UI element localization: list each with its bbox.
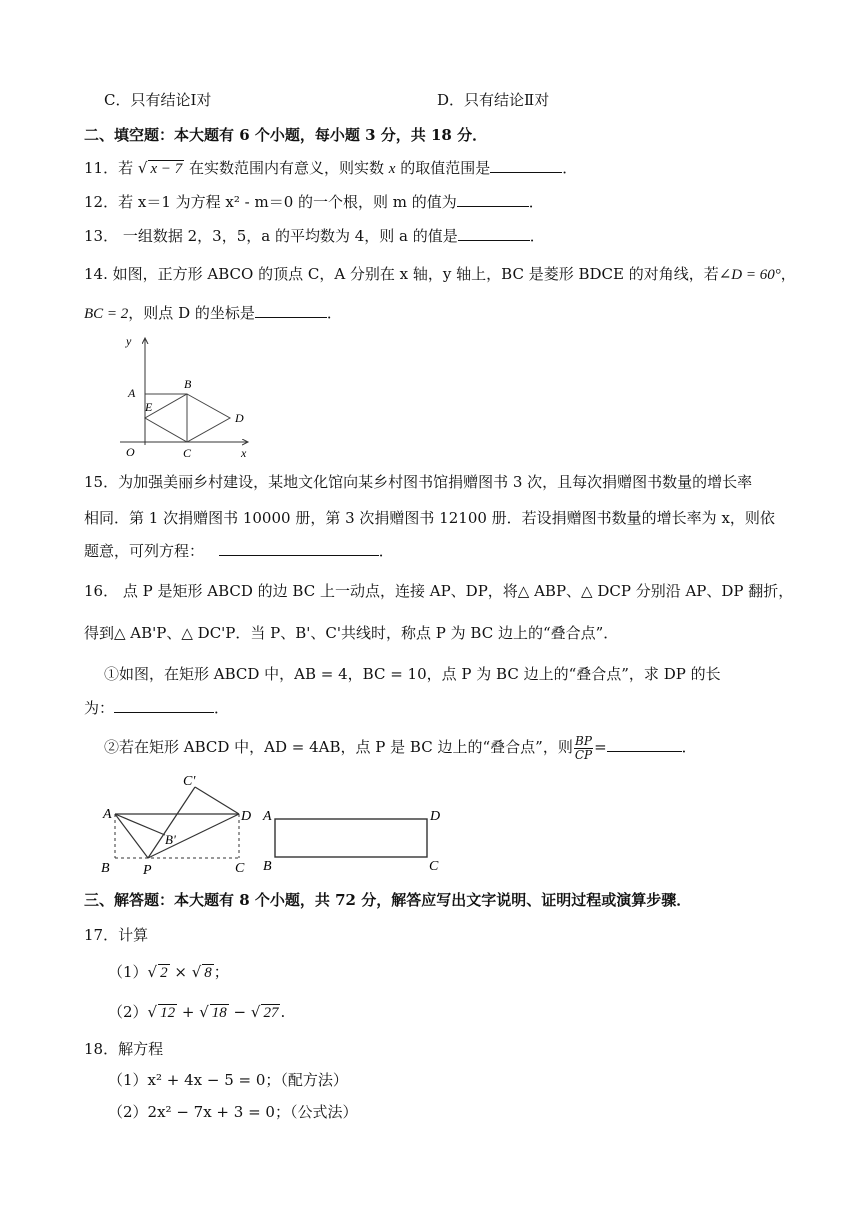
q16-eq: = xyxy=(594,738,607,756)
question-11 xyxy=(84,158,577,179)
fraction-bp-cp xyxy=(574,735,593,762)
sqrt-symbol: √ xyxy=(147,963,158,981)
sqrt-symbol: √ xyxy=(250,1003,261,1021)
frac-numerator: BP xyxy=(575,733,592,748)
label-y: y xyxy=(126,334,132,348)
q17-p1-label: （1） xyxy=(108,963,148,981)
rectangle-abcd xyxy=(275,819,427,857)
q15-line3: 题意，可列方程： xyxy=(84,542,205,560)
question-16-line-1: 16． 点 P 是矩形 ABCD 的边 BC 上一动点，连接 AP、DP，将△ ABP、△ DCP 分别沿 AP、DP 翻折， xyxy=(84,582,794,600)
q14-line1: 14. 如图，正方形 ABCO 的顶点 C，A 分别在 x 轴，y 轴上，BC 是菱形 BDCE 的对角线，若 xyxy=(84,265,719,283)
label-b: B xyxy=(184,377,192,391)
option-d: D．只有结论Ⅱ对 xyxy=(437,91,550,109)
q17-p2-minus: − xyxy=(228,1003,251,1021)
fig2-label-a: A xyxy=(263,809,272,824)
answer-blank-13[interactable] xyxy=(458,226,530,241)
label-a: A xyxy=(128,386,136,400)
question-14-line-2 xyxy=(84,303,342,324)
answer-blank-15[interactable] xyxy=(219,541,379,556)
q17-p1-times: × xyxy=(169,963,192,981)
question-14-line-1 xyxy=(84,264,796,285)
fig1-label-c: C xyxy=(235,861,245,876)
section-heading-fill-in: 二、填空题：本大题有 6 个小题，每小题 3 分，共 18 分． xyxy=(84,126,488,144)
q11-radicand: x − 7 xyxy=(150,161,183,177)
q17-p2-a: 12 xyxy=(160,1005,176,1021)
answer-blank-12[interactable] xyxy=(457,192,529,207)
question-17-part-1 xyxy=(108,962,229,982)
question-16-sub-2 xyxy=(104,732,697,762)
question-18-title: 18．解方程 xyxy=(84,1040,164,1058)
label-d: D xyxy=(235,411,244,425)
answer-blank-16-2[interactable] xyxy=(607,737,682,752)
fig2-label-b: B xyxy=(263,859,272,874)
q17-p1-b: 8 xyxy=(204,965,212,981)
q17-p1-a: 2 xyxy=(160,965,168,981)
fig2-label-c: C xyxy=(429,859,439,874)
question-15-line-2: 相同．第 1 次捐赠图书 10000 册，第 3 次捐赠图书 12100 册．若设捐赠图书数量的增长率为 x，则依 xyxy=(84,509,775,527)
fig1-label-d: D xyxy=(241,809,252,824)
q12-end: ． xyxy=(528,193,544,211)
q16-sub2: ②若在矩形 ABCD 中，AD = 4AB，点 P 是 BC 边上的“叠合点”，则 xyxy=(104,738,573,756)
q14-line2: ，则点 D 的坐标是 xyxy=(128,304,255,322)
question-17-title: 17．计算 xyxy=(84,926,149,944)
question-15-line-3 xyxy=(84,541,394,561)
label-e: E xyxy=(145,400,153,414)
q17-p2-label: （2） xyxy=(108,1003,148,1021)
question-16-line-2: 得到△ AB'P、△ DC'P．当 P、B'、C'共线时，称点 P 为 BC 边上的“叠合点”． xyxy=(84,624,619,642)
question-17-part-2 xyxy=(108,1002,285,1022)
q13-end: ． xyxy=(529,227,545,245)
label-x: x xyxy=(241,446,247,460)
frac-denominator: CP xyxy=(574,747,593,762)
q14-bc: BC = 2 xyxy=(84,306,129,322)
question-16-sub-1b xyxy=(84,698,229,718)
fig2-label-d: D xyxy=(430,809,441,824)
q16-sub1-end: ． xyxy=(214,699,230,717)
q16-sub1b: 为： xyxy=(84,699,115,717)
question-13 xyxy=(84,226,545,246)
sqrt-symbol: √ xyxy=(191,963,202,981)
q11-tail: 的取值范围是 xyxy=(400,159,491,177)
q14-end: ． xyxy=(326,304,342,322)
sqrt-symbol: √ xyxy=(147,1003,158,1021)
section-heading-solve: 三、解答题：本大题有 8 个小题，共 72 分，解答应写出文字说明、证明过程或演算步骤． xyxy=(84,891,692,909)
q17-p2-c: 27 xyxy=(263,1005,279,1021)
q16-figure-2 xyxy=(255,800,455,875)
option-c: C．只有结论Ⅰ对 xyxy=(104,91,212,109)
sqrt-symbol: √ xyxy=(199,1003,209,1021)
answer-blank-14[interactable] xyxy=(255,303,327,318)
q17-p2-end: . xyxy=(280,1003,286,1021)
q14-angle: ∠D = 60° xyxy=(718,267,781,283)
q16-sub2-end: ． xyxy=(681,738,697,756)
q11-var: x xyxy=(388,161,396,177)
q11-text: 在实数范围内有意义，则实数 xyxy=(189,159,385,177)
question-15-line-1: 15．为加强美丽乡村建设，某地文化馆向某乡村图书馆捐赠图书 3 次，且每次捐赠图书数量的增长率 xyxy=(84,473,753,491)
fig1-label-b: B xyxy=(101,861,110,876)
label-c: C xyxy=(183,446,192,460)
q17-p1-end: ； xyxy=(213,963,229,981)
q16-figure-1 xyxy=(95,770,255,880)
fig1-label-a: A xyxy=(103,807,112,822)
label-o: O xyxy=(126,445,135,459)
fig1-label-b-prime: B' xyxy=(165,832,176,847)
q14-figure xyxy=(110,330,260,460)
q11-number: 11．若 xyxy=(84,159,134,177)
question-18-part-2: （2）2x² − 7x + 3 = 0；（公式法） xyxy=(108,1103,358,1121)
q13-text: 13． 一组数据 2，3，5，a 的平均数为 4，则 a 的值是 xyxy=(84,227,458,245)
q17-p2-b: 18 xyxy=(211,1005,227,1021)
answer-blank-11[interactable] xyxy=(490,158,562,173)
question-16-sub-1: ①如图，在矩形 ABCD 中，AB = 4，BC = 10，点 P 为 BC 边上的“叠合点”，求 DP 的长 xyxy=(104,665,721,683)
q14-comma: ， xyxy=(780,265,796,283)
q11-end: ． xyxy=(562,159,578,177)
answer-blank-16-1[interactable] xyxy=(114,698,214,713)
fig1-label-c-prime: C' xyxy=(183,774,196,789)
question-12 xyxy=(84,192,544,212)
q17-p2-plus: + xyxy=(177,1003,200,1021)
q12-text: 12．若 x＝1 为方程 x² - m＝0 的一个根，则 m 的值为 xyxy=(84,193,457,211)
q15-end: ． xyxy=(378,542,394,560)
sqrt-symbol: √ xyxy=(137,159,148,177)
fig1-label-p: P xyxy=(143,863,152,878)
question-18-part-1: （1）x² + 4x − 5 = 0；（配方法） xyxy=(108,1071,348,1089)
